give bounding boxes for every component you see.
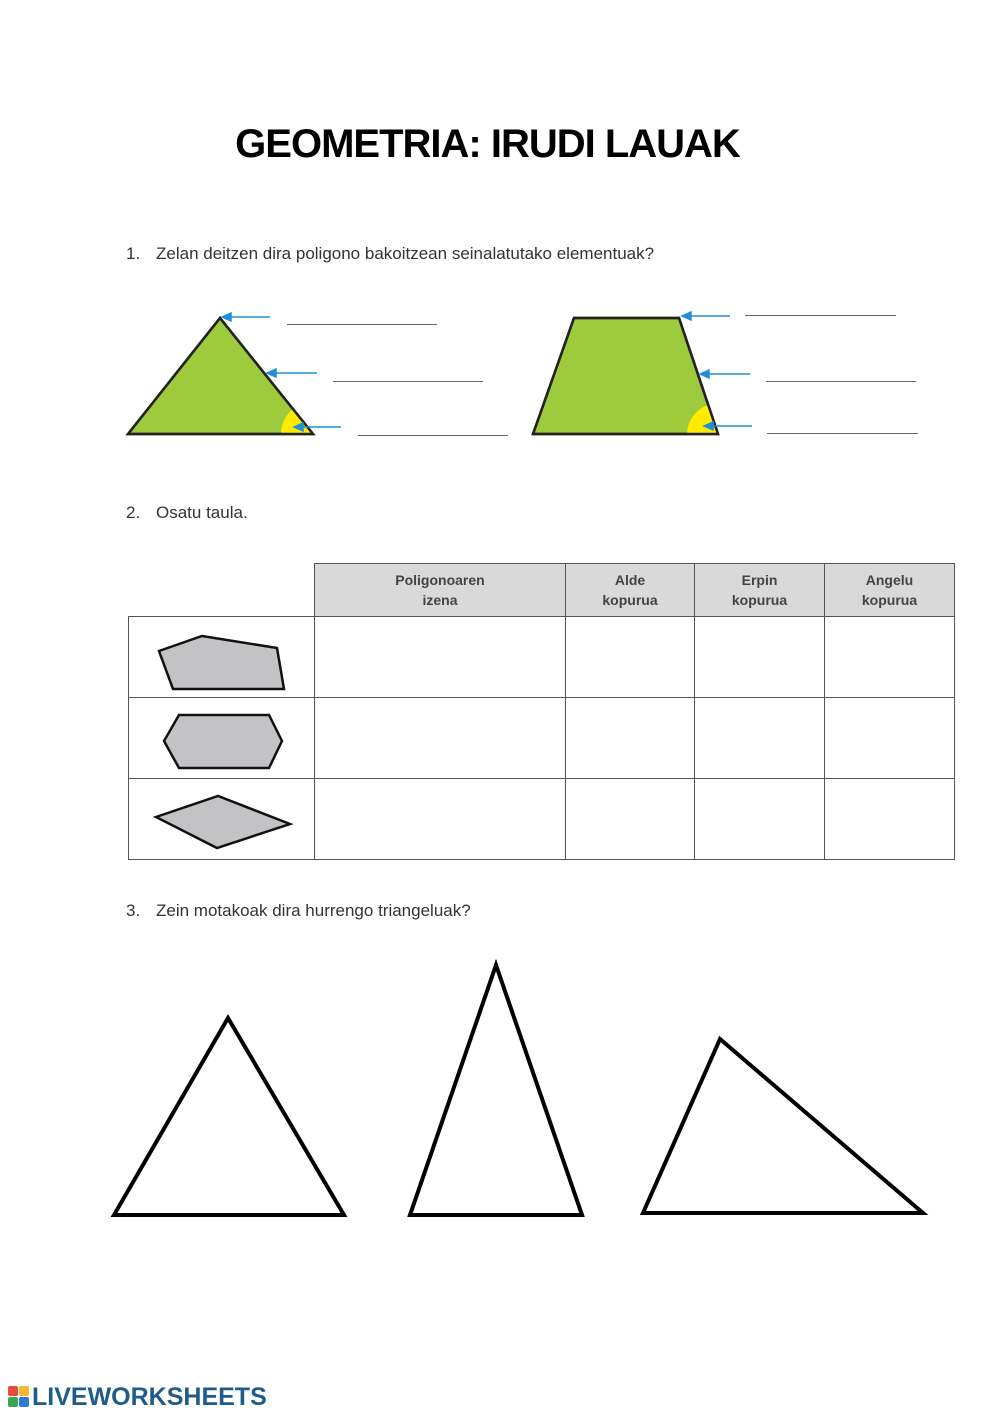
footer-brand: [8, 1382, 267, 1412]
question-2-number: 2.: [126, 503, 141, 522]
answer-cell-angles-3[interactable]: [825, 779, 955, 860]
arrow-vertex-triangle: [222, 313, 270, 321]
table-header-sides: Alde kopurua: [566, 564, 695, 617]
answer-cell-angles-1[interactable]: [825, 617, 955, 698]
question-3-text: Zein motakoak dira hurrengo triangeluak?: [156, 901, 471, 920]
table-shape-cell: [129, 698, 315, 779]
answer-line-triangle-angle[interactable]: [358, 435, 508, 436]
answer-cell-sides-3[interactable]: [566, 779, 695, 860]
arrow-angle-trapezoid: [704, 422, 752, 430]
table-shape-cell: [129, 779, 315, 860]
rhombus-icon: [129, 779, 314, 854]
answer-cell-vertices-1[interactable]: [695, 617, 825, 698]
answer-cell-angles-2[interactable]: [825, 698, 955, 779]
equilateral-triangle: [114, 1018, 344, 1215]
answer-cell-sides-2[interactable]: [566, 698, 695, 779]
liveworksheets-logo-icon: [8, 1386, 30, 1408]
table-header-row: [129, 564, 955, 617]
answer-cell-vertices-3[interactable]: [695, 779, 825, 860]
table-header-blank: [129, 564, 315, 617]
answer-cell-name-2[interactable]: [315, 698, 566, 779]
answer-cell-sides-1[interactable]: [566, 617, 695, 698]
triangles-figure: [0, 940, 1000, 1240]
question-1-text: Zelan deitzen dira poligono bakoitzean seinalatutako elementuak?: [156, 244, 655, 263]
arrow-angle-triangle: [294, 423, 341, 431]
table-header-angles: Angelu kopurua: [825, 564, 955, 617]
arrow-side-trapezoid: [700, 370, 750, 378]
answer-line-trapezoid-side[interactable]: [766, 381, 916, 382]
footer-brand-text: LIVEWORKSHEETS: [32, 1382, 267, 1411]
table-row: [129, 779, 955, 860]
table-row: [129, 617, 955, 698]
table-row: [129, 698, 955, 779]
hexagon-icon: [129, 698, 314, 773]
answer-line-trapezoid-vertex[interactable]: [745, 315, 896, 316]
arrow-side-triangle: [267, 369, 317, 377]
arrow-vertex-trapezoid: [682, 312, 730, 320]
answer-cell-name-3[interactable]: [315, 779, 566, 860]
green-triangle: [128, 318, 313, 434]
answer-cell-name-1[interactable]: [315, 617, 566, 698]
question-2-text: Osatu taula.: [156, 503, 248, 522]
answer-line-triangle-side[interactable]: [333, 381, 483, 382]
answer-cell-vertices-2[interactable]: [695, 698, 825, 779]
question-2: [126, 503, 248, 523]
isosceles-triangle: [410, 965, 582, 1215]
answer-line-triangle-vertex[interactable]: [287, 324, 437, 325]
question-3-number: 3.: [126, 901, 141, 920]
polygon-table: [128, 563, 955, 860]
answer-line-trapezoid-angle[interactable]: [767, 433, 918, 434]
table-shape-cell: [129, 617, 315, 698]
green-triangle-figure: [0, 0, 1000, 480]
question-3: [126, 901, 471, 921]
table-header-vertices: Erpin kopurua: [695, 564, 825, 617]
table-header-name: Poligonoaren izena: [315, 564, 566, 617]
green-trapezoid: [533, 318, 718, 434]
pentagon-icon: [129, 617, 314, 692]
question-1-number: 1.: [126, 244, 141, 263]
page-title: GEOMETRIA: IRUDI LAUAK: [235, 122, 740, 166]
scalene-triangle: [643, 1039, 923, 1213]
